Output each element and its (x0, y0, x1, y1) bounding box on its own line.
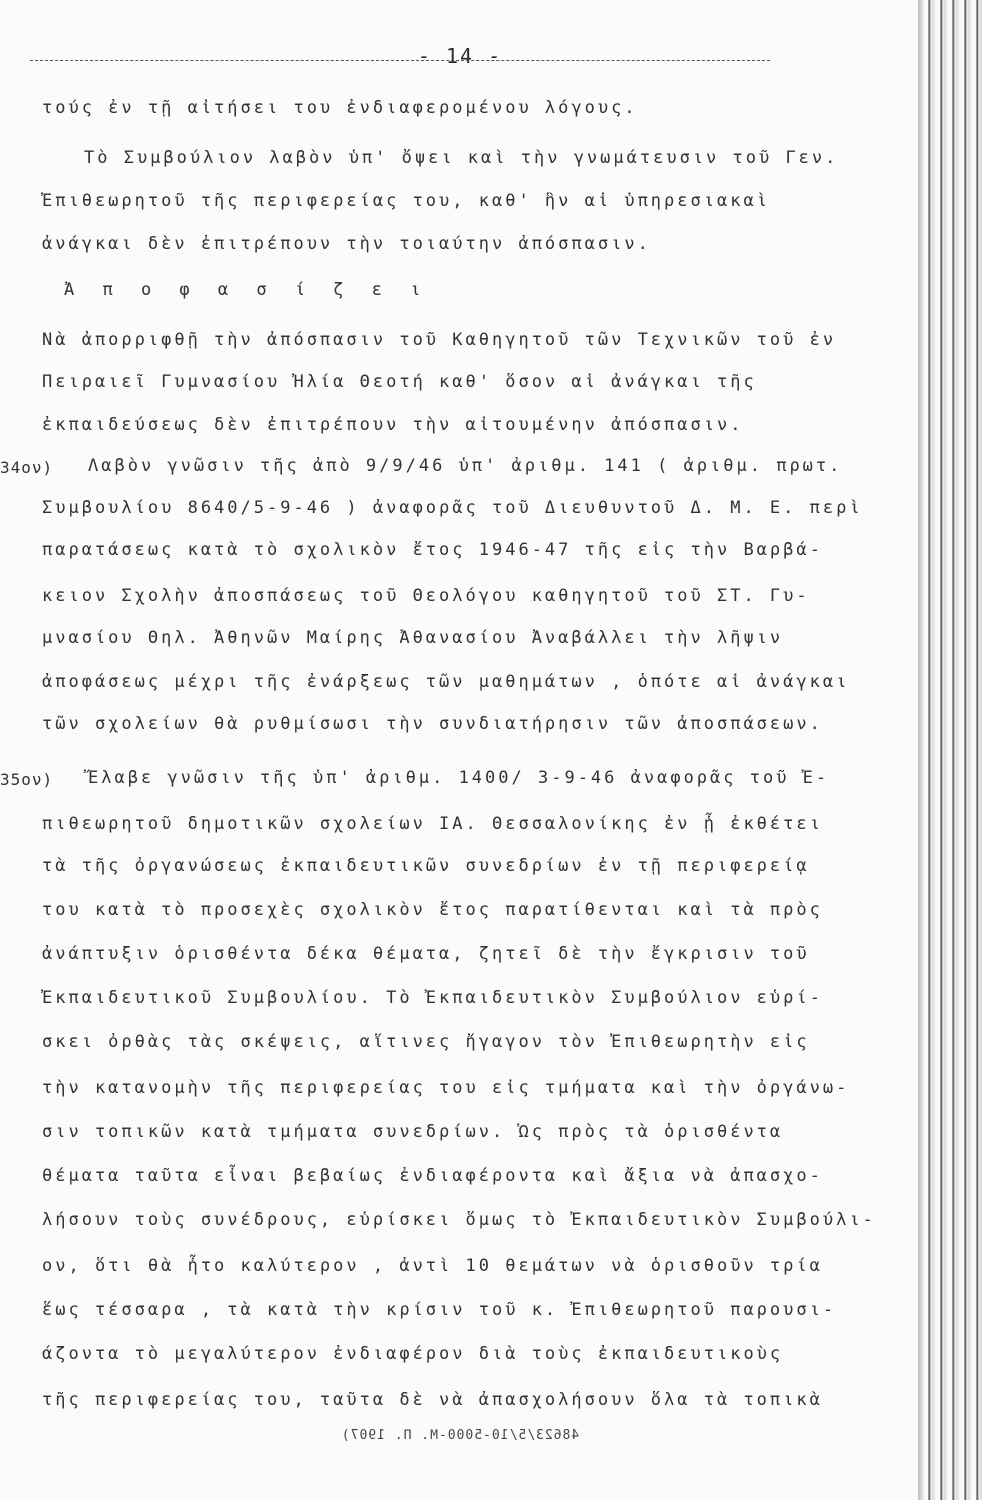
text-line: Νὰ ἀπορριφθῇ τὴν ἀπόσπασιν τοῦ Καθηγητοῦ τῶν Τεχνικῶν τοῦ ἐν (42, 330, 837, 350)
text-line: ἀποφάσεως μέχρι τῆς ἐνάρξεως τῶν μαθημάτων , ὁπότε αἱ ἀνάγκαι (42, 672, 850, 692)
text-line: ἀνάπτυξιν ὁρισθέντα δέκα θέματα, ζητεῖ δὲ τὴν ἔγκρισιν τοῦ (42, 944, 810, 964)
text-line: Συμβουλίου 8640/5-9-46 ) ἀναφορᾶς τοῦ Διευθυντοῦ Δ. Μ. Ε. περὶ (42, 498, 863, 518)
text-line: τὰ τῆς ὀργανώσεως ἐκπαιδευτικῶν συνεδρίων ἐν τῇ περιφερείᾳ (42, 856, 810, 876)
text-line: ἕως τέσσαρα , τὰ κατὰ τὴν κρίσιν τοῦ κ. Ἐπιθεωρητοῦ παρουσι- (42, 1300, 837, 1320)
page-number: - 14 - (417, 44, 503, 68)
text-line: ον, ὅτι θὰ ἦτο καλύτερον , ἀντὶ 10 θεμάτων νὰ ὁρισθοῦν τρία (42, 1256, 823, 1276)
text-line: θέματα ταῦτα εἶναι βεβαίως ἐνδιαφέροντα καὶ ἄξια νὰ ἀπασχο- (42, 1166, 823, 1186)
text-line: πιθεωρητοῦ δημοτικῶν σχολείων ΙΑ. Θεσσαλονίκης ἐν ᾗ ἐκθέτει (42, 814, 823, 834)
text-line: κειον Σχολὴν ἀποσπάσεως τοῦ Θεολόγου καθηγητοῦ τοῦ ΣΤ. Γυ- (42, 586, 810, 606)
text-line: λήσουν τοὺς συνέδρους, εὑρίσκει ὅμως τὸ Ἐκπαιδευτικὸν Συμβούλι- (42, 1210, 876, 1230)
item-number-34: 34ον) (0, 458, 54, 477)
text-line: τὴν κατανομὴν τῆς περιφερείας του εἰς τμήματα καὶ τὴν ὀργάνω- (42, 1078, 850, 1098)
text-line: Ἐπιθεωρητοῦ τῆς περιφερείας του, καθ' ἣν αἱ ὑπηρεσιακαὶ (42, 191, 770, 211)
text-line: ἀνάγκαι δὲν ἐπιτρέπουν τὴν τοιαύτην ἀπόσπασιν. (42, 234, 651, 254)
text-line: του κατὰ τὸ προσεχὲς σχολικὸν ἔτος παρατίθενται καὶ τὰ πρὸς (42, 900, 823, 920)
page-binding (924, 0, 982, 1500)
text-line: σκει ὀρθὰς τὰς σκέψεις, αἵτινες ἤγαγον τὸν Ἐπιθεωρητὴν εἰς (42, 1032, 810, 1052)
text-line: σιν τοπικῶν κατὰ τμήματα συνεδρίων. Ὡς πρὸς τὰ ὁρισθέντα (42, 1122, 784, 1142)
item-number-35: 35ον) (0, 770, 54, 789)
footer-imprint: 48623/5/10-5000-Μ. Π. 1907) (340, 1428, 580, 1443)
text-line: Λαβὸν γνῶσιν τῆς ἀπὸ 9/9/46 ὑπ' ἀριθμ. 141 ( ἀριθμ. πρωτ. (88, 456, 843, 476)
text-line: παρατάσεως κατὰ τὸ σχολικὸν ἔτος 1946-47 τῆς εἰς τὴν Βαρβά- (42, 540, 823, 560)
text-line: ἐκπαιδεύσεως δὲν ἐπιτρέπουν τὴν αἰτουμένην ἀπόσπασιν. (42, 415, 744, 435)
decision-heading: Ἀ π ο φ α σ ί ζ ε ι (64, 280, 430, 300)
text-line: τούς ἐν τῇ αἰτήσει του ἐνδιαφερομένου λόγους. (42, 98, 638, 118)
text-line: μνασίου Θηλ. Ἀθηνῶν Μαίρης Ἀθανασίου Ἀναβάλλει τὴν λῆψιν (42, 628, 784, 648)
text-line: τῆς περιφερείας του, ταῦτα δὲ νὰ ἀπασχολήσουν ὅλα τὰ τοπικὰ (42, 1390, 823, 1410)
header-rule (30, 60, 770, 61)
text-line: άζοντα τὸ μεγαλύτερον ἐνδιαφέρον διὰ τοὺς ἐκπαιδευτικοὺς (42, 1344, 784, 1364)
text-line: Ἔλαβε γνῶσιν τῆς ὑπ' ἀριθμ. 1400/ 3-9-46 ἀναφορᾶς τοῦ Ἐ- (88, 768, 830, 788)
text-line: τῶν σχολείων θὰ ρυθμίσωσι τὴν συνδιατήρησιν τῶν ἀποσπάσεων. (42, 714, 823, 734)
text-line: Πειραιεῖ Γυμνασίου Ἠλία Θεοτή καθ' ὅσον αἱ ἀνάγκαι τῆς (42, 372, 757, 392)
text-line: Ἐκπαιδευτικοῦ Συμβουλίου. Τὸ Ἐκπαιδευτικὸν Συμβούλιον εὑρί- (42, 988, 823, 1008)
text-line: Τὸ Συμβούλιον λαβὸν ὑπ' ὄψει καὶ τὴν γνωμάτευσιν τοῦ Γεν. (84, 148, 839, 168)
